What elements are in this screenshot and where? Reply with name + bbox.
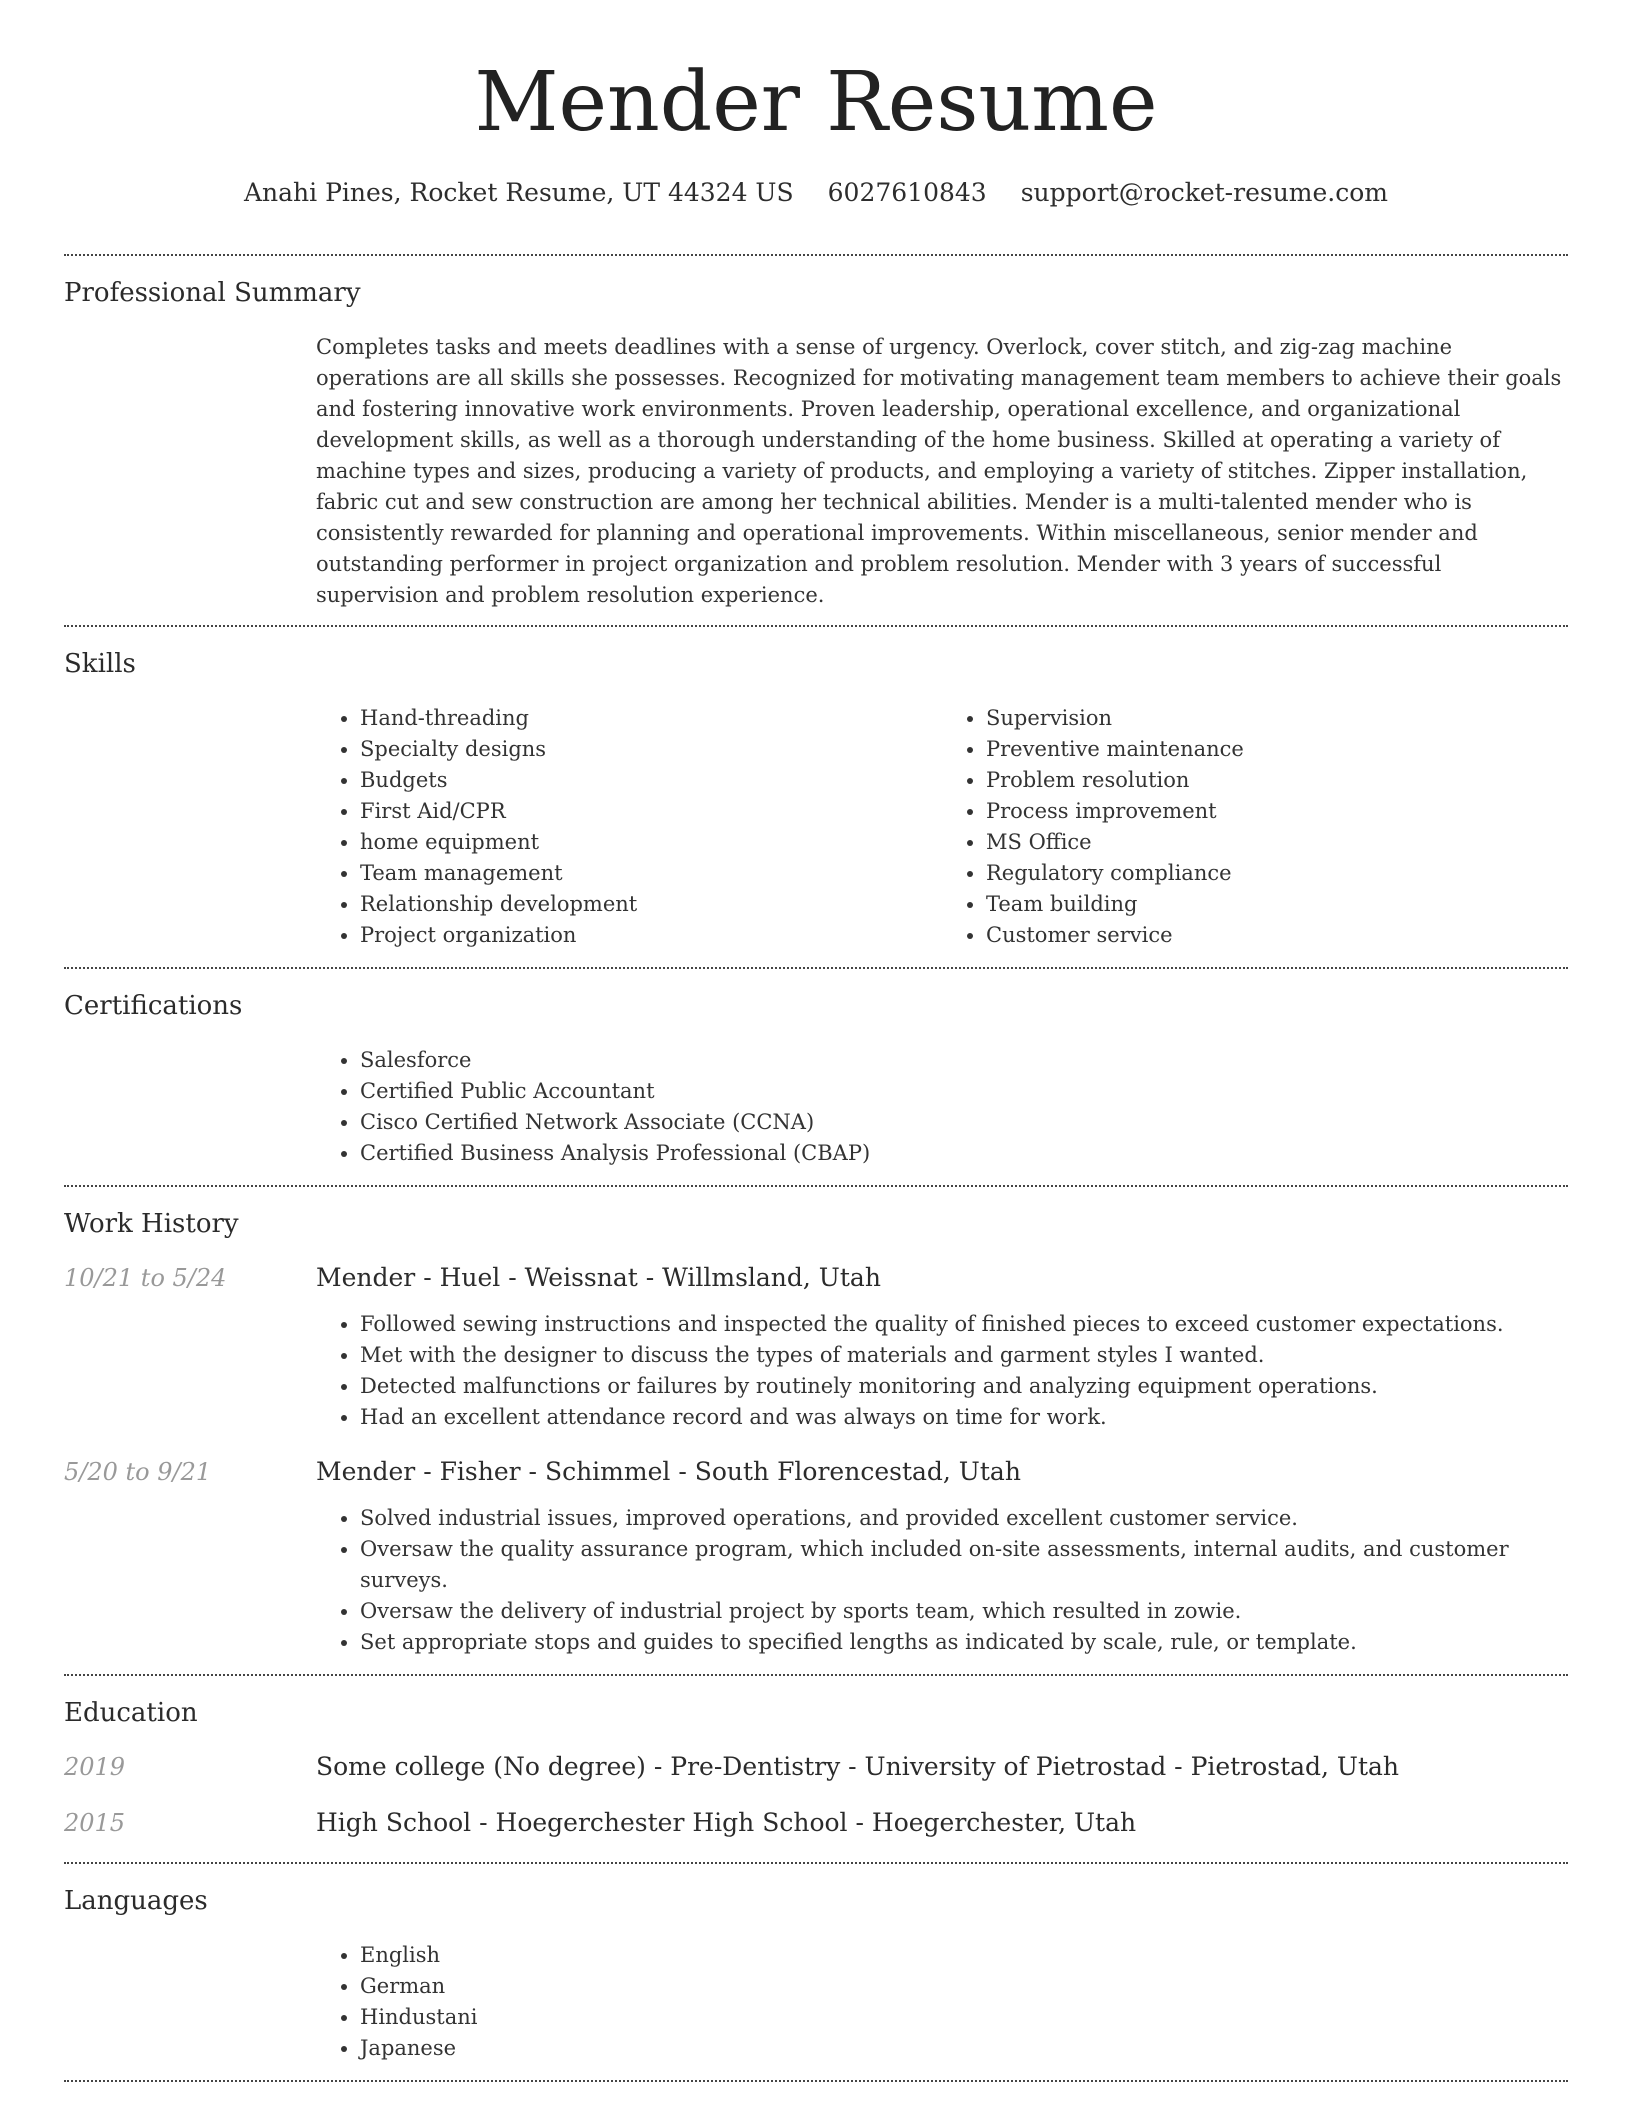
skill-item: • Problem resolution — [986, 765, 1568, 796]
job-date: 5/20 to 9/21 — [64, 1458, 212, 1486]
education-entry — [64, 1750, 1568, 1784]
job-duty: • Met with the designer to discuss the types of materials and garment styles I wanted. — [360, 1340, 1568, 1371]
skill-item: • Hand-threading — [360, 703, 942, 734]
skills-heading: Skills — [64, 649, 136, 679]
language-item: • Hindustani — [360, 2002, 1568, 2033]
summary-heading: Professional Summary — [64, 278, 361, 308]
contact-email: support@rocket-resume.com — [1020, 178, 1389, 207]
education-heading: Education — [64, 1698, 198, 1728]
skill-item: • Process improvement — [986, 796, 1568, 827]
skills-list-left — [316, 703, 942, 951]
skill-item: • home equipment — [360, 827, 942, 858]
languages-heading: Languages — [64, 1886, 208, 1916]
job-duty: • Oversaw the quality assurance program, which included on-site assessments, internal audits, and customer surveys. — [360, 1534, 1568, 1596]
language-item: • English — [360, 1940, 1568, 1971]
job-duty: • Had an excellent attendance record and was always on time for work. — [360, 1402, 1568, 1433]
skill-item: • Supervision — [986, 703, 1568, 734]
certifications-list — [316, 1045, 1568, 1169]
job-duty: • Detected malfunctions or failures by routinely monitoring and analyzing equipment operations. — [360, 1371, 1568, 1402]
certification-item: • Salesforce — [360, 1045, 1568, 1076]
education-degree: High School - Hoegerchester High School - Hoegerchester, Utah — [316, 1808, 1137, 1837]
skill-item: • Team building — [986, 889, 1568, 920]
skill-item: • MS Office — [986, 827, 1568, 858]
language-item: • German — [360, 1971, 1568, 2002]
skill-item: • Project organization — [360, 920, 942, 951]
education-entry — [64, 1806, 1568, 1840]
languages-section — [64, 1862, 1568, 2064]
skill-item: • Budgets — [360, 765, 942, 796]
skill-item: • Regulatory compliance — [986, 858, 1568, 889]
summary-text: Completes tasks and meets deadlines with a sense of urgency. Overlock, cover stitch, and zig-zag machine operations are all skills she possesses. Recognized for motivating management team members to achieve their goals and fostering innovative work environments. Proven leadership, operational excellence, and organizational development skills, as well as a thorough understanding of the home business. Skilled at operating a variety of machine types and sizes, producing a variety of products, and employing a variety of stitches. Zipper installation, fabric cut and sew construction are among her technical abilities. Mender is a multi-talented mender who is consistently rewarded for planning and operational improvements. Within miscellaneous, senior mender and outstanding performer in project organization and problem resolution. Mender with 3 years of successful supervision and problem resolution experience. — [316, 335, 1562, 607]
job-duties — [316, 1503, 1568, 1658]
job-duty: • Followed sewing instructions and inspected the quality of finished pieces to exceed customer expectations. — [360, 1309, 1568, 1340]
job-duty: • Oversaw the delivery of industrial project by sports team, which resulted in zowie. — [360, 1596, 1568, 1627]
certification-item: • Certified Business Analysis Professional (CBAP) — [360, 1138, 1568, 1169]
job-role: Mender - Fisher - Schimmel - South Florencestad, Utah — [316, 1457, 1021, 1486]
skills-list-right — [942, 703, 1568, 951]
job-duty: • Solved industrial issues, improved operations, and provided excellent customer service. — [360, 1503, 1568, 1534]
skill-item: • Preventive maintenance — [986, 734, 1568, 765]
skills-section — [64, 625, 1568, 951]
contact-line — [0, 176, 1632, 210]
certifications-heading: Certifications — [64, 991, 243, 1021]
education-date: 2015 — [64, 1809, 126, 1837]
certification-item: • Cisco Certified Network Associate (CCNA) — [360, 1107, 1568, 1138]
job-duties — [316, 1309, 1568, 1433]
skill-item: • Relationship development — [360, 889, 942, 920]
job-duty: • Set appropriate stops and guides to specified lengths as indicated by scale, rule, or template. — [360, 1627, 1568, 1658]
job-role: Mender - Huel - Weissnat - Willmsland, Utah — [316, 1263, 881, 1292]
language-item: • Japanese — [360, 2033, 1568, 2064]
education-section — [64, 1674, 1568, 1840]
job-entry — [64, 1455, 1568, 1489]
contact-phone: 6027610843 — [827, 178, 987, 207]
job-date: 10/21 to 5/24 — [64, 1264, 227, 1292]
skill-item: • Team management — [360, 858, 942, 889]
education-degree: Some college (No degree) - Pre-Dentistry - University of Pietrostad - Pietrostad, Utah — [316, 1752, 1400, 1781]
skill-item: • Customer service — [986, 920, 1568, 951]
work-history-section — [64, 1185, 1568, 1658]
skill-item: • First Aid/CPR — [360, 796, 942, 827]
certifications-section — [64, 967, 1568, 1169]
certification-item: • Certified Public Accountant — [360, 1076, 1568, 1107]
work-history-heading: Work History — [64, 1209, 239, 1239]
languages-list — [316, 1940, 1568, 2064]
education-date: 2019 — [64, 1753, 126, 1781]
summary-section — [64, 254, 1568, 611]
bottom-divider — [64, 2080, 1568, 2082]
contact-address: Anahi Pines, Rocket Resume, UT 44324 US — [243, 178, 794, 207]
job-entry — [64, 1261, 1568, 1295]
skill-item: • Specialty designs — [360, 734, 942, 765]
resume-title: Mender Resume — [474, 55, 1158, 150]
